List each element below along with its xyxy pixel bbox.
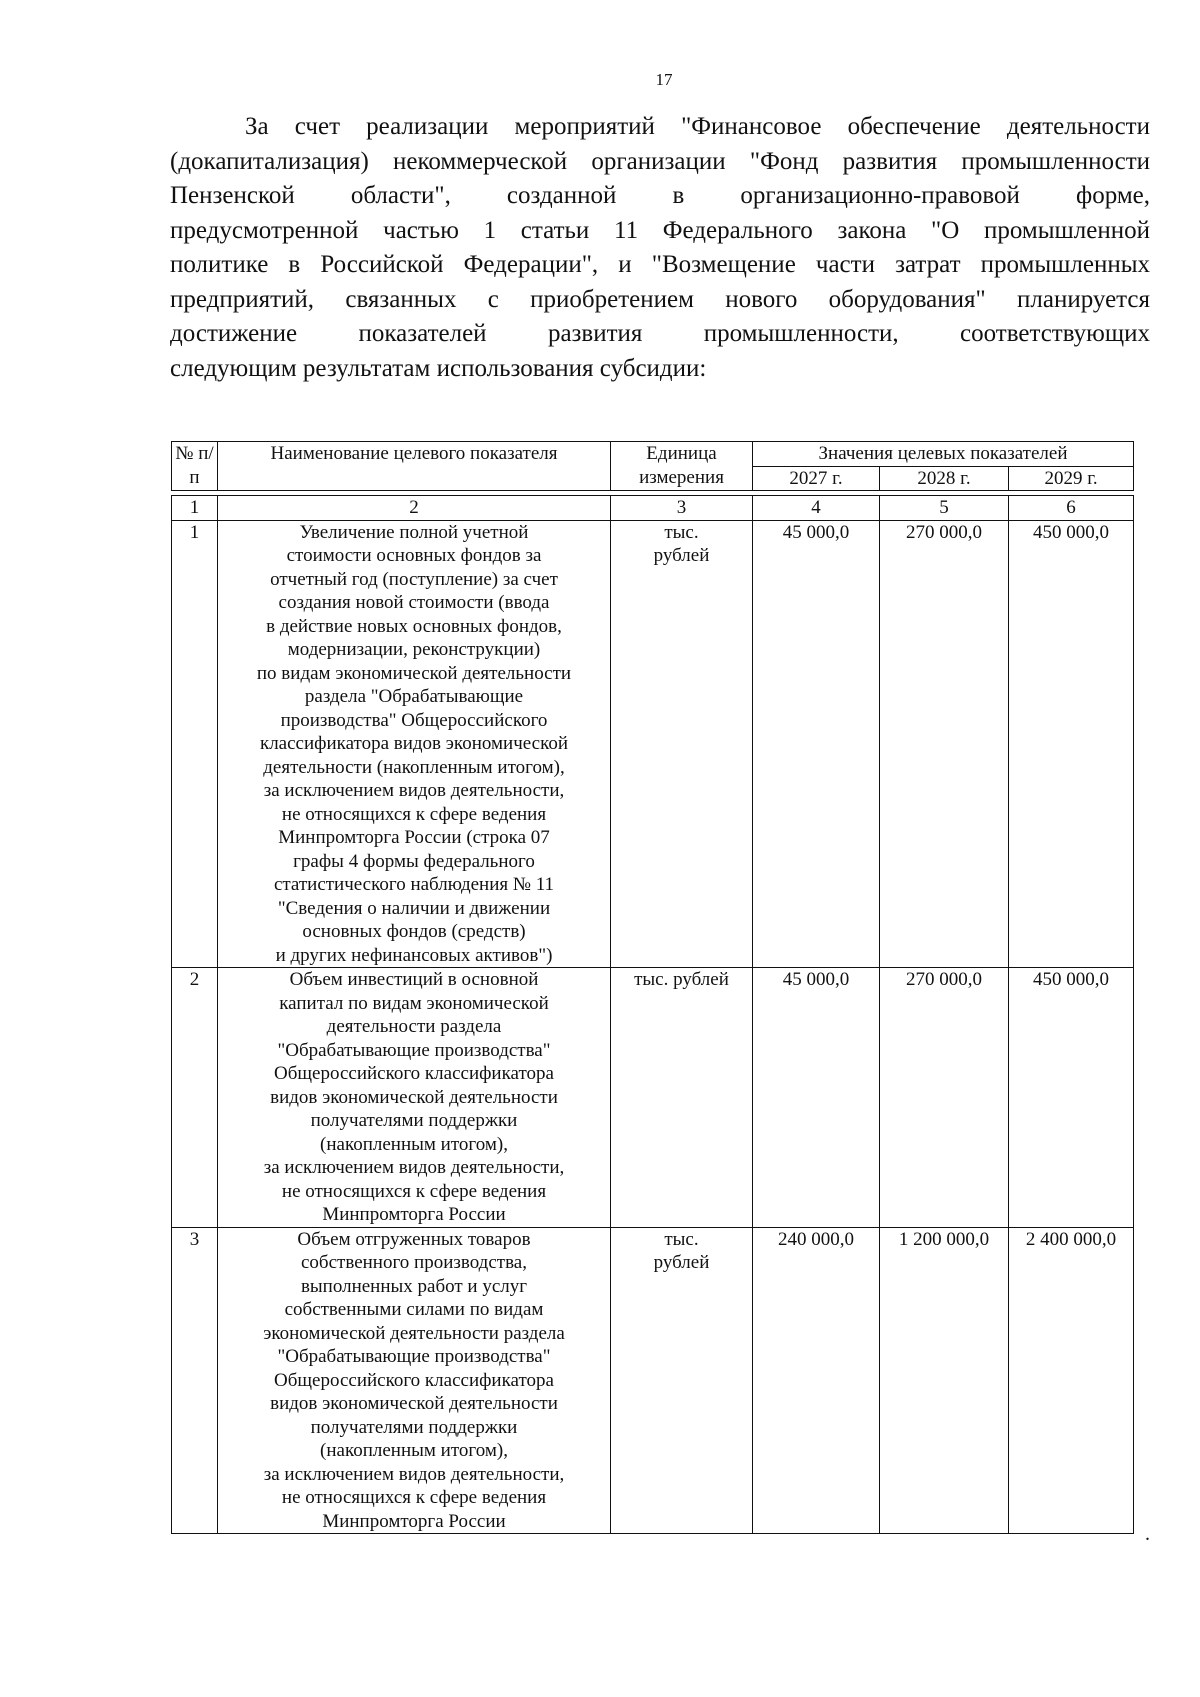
row-indicator-name: Объем отгруженных товаров собственного производства, выполненных работ и услуг собственными силами по видам экономической деятельности раздела "Обрабатывающие производства" Общероссийского классификатора видов экономической деятельности получателями поддержки (накопленным итогом), за исключением видов деятельности, не относящихся к сфере ведения Минпромторга России (218, 1227, 611, 1534)
row-value-2027: 45 000,0 (753, 520, 880, 968)
row-num: 2 (172, 968, 218, 1228)
table-header-row (172, 442, 1134, 467)
row-value-2027: 240 000,0 (753, 1227, 880, 1534)
row-value-2028: 1 200 000,0 (880, 1227, 1009, 1534)
intro-paragraph (170, 110, 1150, 386)
row-value-2029: 450 000,0 (1009, 968, 1134, 1228)
header-year: 2029 г. (1009, 466, 1134, 491)
row-value-2029: 450 000,0 (1009, 520, 1134, 968)
header-name: Наименование целевого показателя (218, 442, 611, 491)
intro-line: достижение показателей развития промышленности, соответствующих (170, 320, 1150, 347)
row-unit: тыс. рублей (611, 968, 753, 1228)
column-number: 5 (880, 496, 1009, 521)
row-value-2027: 45 000,0 (753, 968, 880, 1228)
intro-line: политике в Российской Федерации", и "Возмещение части затрат промышленных (170, 251, 1150, 278)
intro-line: предприятий, связанных с приобретением нового оборудования" планируется (170, 285, 1150, 313)
intro-line: Пензенской области", созданной в организационно-правовой форме, (170, 182, 1150, 209)
intro-line: (докапитализация) некоммерческой организации "Фонд развития промышленности (170, 147, 1150, 175)
row-value-2028: 270 000,0 (880, 968, 1009, 1228)
table-row (172, 968, 1134, 1228)
column-number: 3 (611, 496, 753, 521)
column-number: 4 (753, 496, 880, 521)
table-row (172, 1227, 1134, 1534)
column-number: 6 (1009, 496, 1134, 521)
trailing-mark: . (1145, 1523, 1150, 1545)
header-year: 2027 г. (753, 466, 880, 491)
column-number: 2 (218, 496, 611, 521)
column-number-row (172, 496, 1134, 521)
row-indicator-name: Увеличение полной учетной стоимости основных фондов за отчетный год (поступление) за счет создания новой стоимости (ввода в действие новых основных фондов, модернизации, реконструкции) по видам экономической деятельности раздела "Обрабатывающие производства" Общероссийского классификатора видов экономической деятельности (накопленным итогом), за исключением видов деятельности, не относящихся к сфере ведения Минпромторга России (строка 07 графы 4 формы федерального статистического наблюдения № 11 "Сведения о наличии и движении основных фондов (средств) и других нефинансовых активов") (218, 520, 611, 968)
row-value-2028: 270 000,0 (880, 520, 1009, 968)
intro-line: предусмотренной частью 1 статьи 11 Федерального закона "О промышленной (170, 216, 1150, 244)
header-unit: Единица измерения (611, 442, 753, 491)
intro-line: За счет реализации мероприятий "Финансовое обеспечение деятельности (245, 113, 1150, 140)
row-num: 3 (172, 1227, 218, 1534)
intro-line: следующим результатам использования субсидии: (170, 354, 707, 382)
column-number: 1 (172, 496, 218, 521)
row-indicator-name: Объем инвестиций в основной капитал по видам экономической деятельности раздела "Обрабатывающие производства" Общероссийского классификатора видов экономической деятельности получателями поддержки (накопленным итогом), за исключением видов деятельности, не относящихся к сфере ведения Минпромторга России (218, 968, 611, 1228)
row-unit: тыс. рублей (611, 1227, 753, 1534)
page-number: 17 (655, 70, 673, 89)
row-unit: тыс. рублей (611, 520, 753, 968)
row-value-2029: 2 400 000,0 (1009, 1227, 1134, 1534)
table-row (172, 520, 1134, 968)
header-year: 2028 г. (880, 466, 1009, 491)
header-num: № п/п (172, 442, 218, 491)
header-values-group: Значения целевых показателей (753, 442, 1134, 467)
row-num: 1 (172, 520, 218, 968)
indicators-table (171, 441, 1134, 1534)
